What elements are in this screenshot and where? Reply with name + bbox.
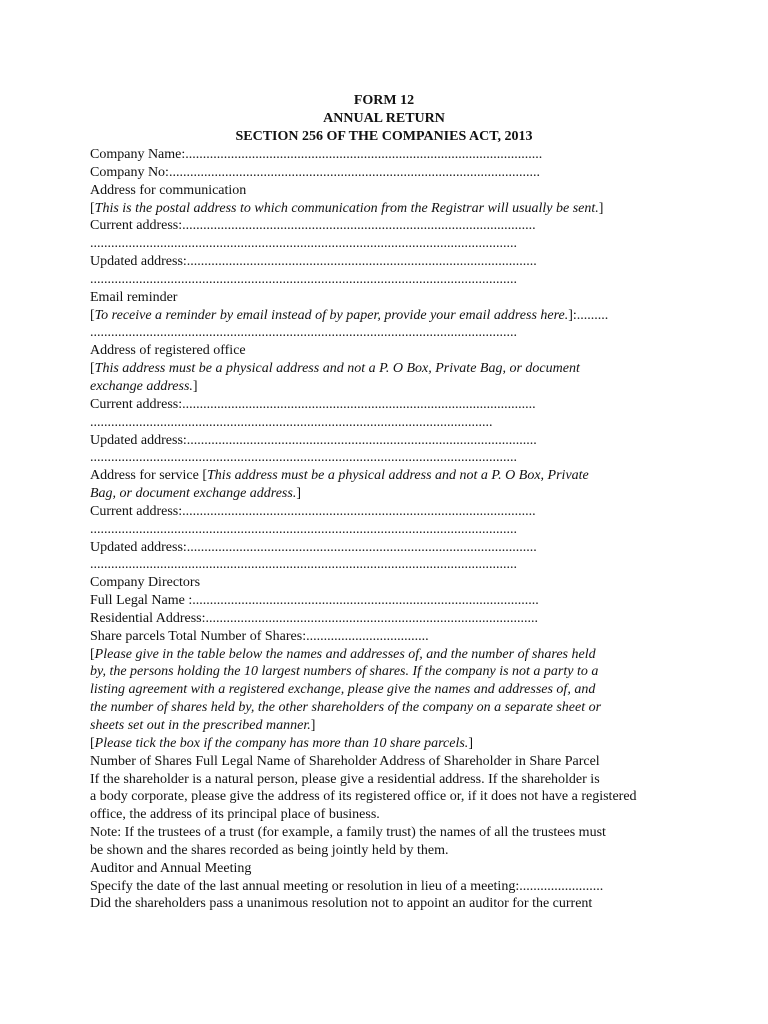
updated-address-field[interactable]: Updated address:.................................................................................................... <box>90 432 537 448</box>
form-section: SECTION 256 OF THE COMPANIES ACT, 2013 <box>235 129 533 144</box>
form-header <box>0 92 768 146</box>
form-number: FORM 12 <box>353 93 415 108</box>
dotted-line[interactable]: .......................................................................................................................... <box>90 271 517 287</box>
dotted-line[interactable]: .......................................................................................................................... <box>90 325 517 341</box>
dotted-line[interactable]: .......................................................................................................................... <box>90 557 517 573</box>
form-body <box>90 146 690 913</box>
share-note-line: by, the persons holding the 10 largest numbers of shares. If the company is not a party to a <box>90 664 599 680</box>
registered-office-heading: Address of registered office <box>90 343 246 359</box>
address-service-heading: Address for service [This address must be a physical address and not a P. O Box, Private <box>90 468 589 484</box>
auditor-resolution-question: Did the shareholders pass a unanimous resolution not to appoint an auditor for the current <box>90 896 593 912</box>
annual-meeting-date-field[interactable]: Specify the date of the last annual meeting or resolution in lieu of a meeting:........................ <box>90 878 604 894</box>
current-address-field[interactable]: Current address:..................................................................................................... <box>90 503 536 519</box>
trust-note-line: be shown and the shares recorded as being jointly held by them. <box>90 842 449 858</box>
registered-office-note-cont: exchange address.] <box>90 378 198 394</box>
updated-address-field[interactable]: Updated address:.................................................................................................... <box>90 254 537 270</box>
company-directors-heading: Company Directors <box>90 575 201 591</box>
share-note-line: [Please give in the table below the names and addresses of, and the number of shares held <box>90 646 596 662</box>
registered-office-note: [This address must be a physical address and not a P. O Box, Private Bag, or document <box>90 361 580 377</box>
dotted-line[interactable]: ................................................................................................................... <box>90 414 493 430</box>
dotted-line[interactable]: .......................................................................................................................... <box>90 236 517 252</box>
auditor-heading: Auditor and Annual Meeting <box>90 860 252 876</box>
tick-box-note: [Please tick the box if the company has more than 10 share parcels.] <box>90 735 473 751</box>
share-table-header: Number of Shares Full Legal Name of Shareholder Address of Shareholder in Share Parcel <box>90 753 600 769</box>
share-parcels-field[interactable]: Share parcels Total Number of Shares:................................... <box>90 628 429 644</box>
company-no-field[interactable]: Company No:.......................................................................................................... <box>90 164 540 180</box>
company-name-field[interactable]: Company Name:...................................................................................................... <box>90 147 543 162</box>
shareholder-note-line: a body corporate, please give the address of its registered office or, if it does not have a registered <box>90 789 637 805</box>
dotted-line[interactable]: .......................................................................................................................... <box>90 521 517 537</box>
share-note-line: listing agreement with a registered exchange, please give the names and addresses of, and <box>90 682 596 698</box>
address-communication-note: [This is the postal address to which communication from the Registrar will usually be sent.] <box>90 200 604 216</box>
share-note-line: sheets set out in the prescribed manner.] <box>90 718 316 733</box>
updated-address-field[interactable]: Updated address:.................................................................................................... <box>90 539 537 555</box>
shareholder-note-line: office, the address of its principal place of business. <box>90 807 380 823</box>
email-reminder-field[interactable]: [To receive a reminder by email instead of by paper, provide your email address here.]:......... <box>90 307 609 323</box>
address-communication-heading: Address for communication <box>90 182 247 198</box>
current-address-field[interactable]: Current address:..................................................................................................... <box>90 218 536 234</box>
email-reminder-heading: Email reminder <box>90 289 178 305</box>
current-address-field[interactable]: Current address:..................................................................................................... <box>90 396 536 412</box>
residential-address-field[interactable]: Residential Address:............................................................................................... <box>90 610 538 626</box>
trust-note-line: Note: If the trustees of a trust (for example, a family trust) the names of all the trustees must <box>90 825 606 841</box>
dotted-line[interactable]: .......................................................................................................................... <box>90 450 517 466</box>
shareholder-note-line: If the shareholder is a natural person, please give a residential address. If the shareholder is <box>90 771 600 787</box>
form-title: ANNUAL RETURN <box>323 111 445 126</box>
address-service-note-cont: Bag, or document exchange address.] <box>90 486 301 502</box>
share-note-line: the number of shares held by, the other shareholders of the company on a separate sheet or <box>90 700 602 716</box>
full-legal-name-field[interactable]: Full Legal Name :................................................................................................... <box>90 593 539 609</box>
